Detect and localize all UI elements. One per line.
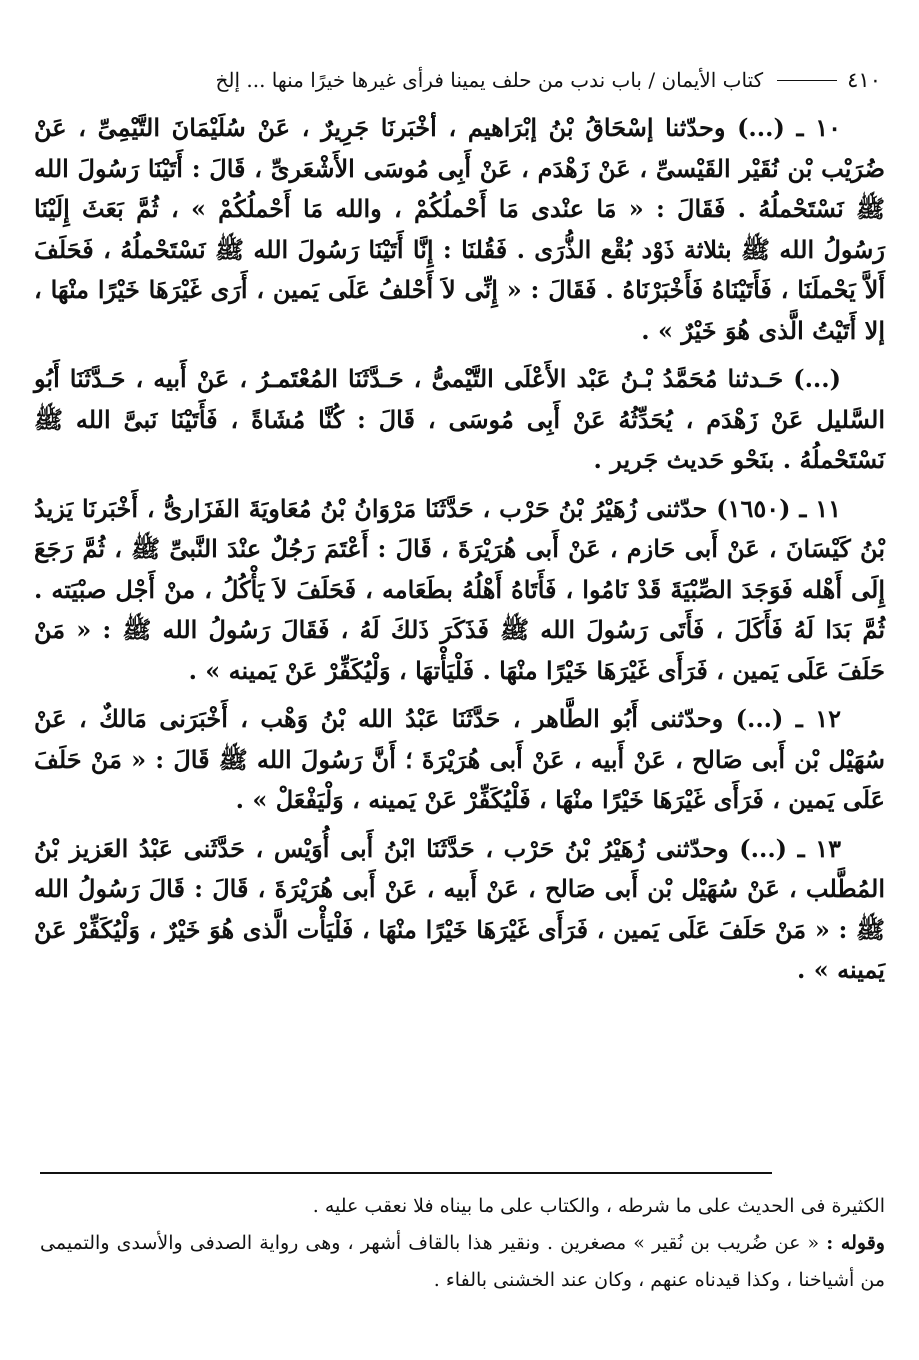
- footnote-line: الكثيرة فى الحديث على ما شرطه ، والكتاب على ما بيناه فلا نعقب عليه .: [312, 1195, 885, 1217]
- main-text: [34, 108, 885, 999]
- hadith-text: ١٣ ـ (...) وحدّثنى زُهَيْرُ بْنُ حَرْب ، حَدَّثَنَا ابْنُ أَبى أُوَيْس ، حَدَّثَنى عَبْدُ العَزيز بْنُ المُطَّلب ، عَنْ سُهَيْل بْن أَبى صَالح ، عَنْ أَبيه ، عَنْ أَبى هُرَيْرَةَ ، قَالَ : قَالَ رَسُولُ الله ﷺ : « مَنْ حَلَفَ عَلَى يَمين ، فَرَأَى غَيْرَهَا خَيْرًا منْهَا ، فَلْيَأْت الَّذى هُوَ خَيْرٌ ، وَلْيُكَفِّرْ عَنْ يَمينه » .: [34, 833, 885, 984]
- hadith-text: ١٠ ـ (...) وحدّثنا إسْحَاقُ بْنُ إبْرَاهيم ، أخْبَرنَا جَرِيرٌ ، عَنْ سُلَيْمَانَ التَّيْمِىِّ ، عَنْ ضُرَيْب بْن نُقَيْر القَيْسىِّ ، عَنْ زَهْدَم ، عَنْ أَبِى مُوسَى الأَشْعَرىِّ ، قَالَ : أَتَيْنَا رَسُولَ الله ﷺ نَسْتَحْملُهُ . فَقَالَ : « مَا عنْدى مَا أَحْملُكُمْ ، والله مَا أَحْملُكُمْ » ، ثُمَّ بَعَثَ إِلَيْنَا رَسُولُ الله ﷺ بثلاثة ذَوْد بُقْع الذُّرَى . فَقُلنَا : إِنَّا أَتَيْنَا رَسُولَ الله ﷺ نَسْتَحْملُهُ ، فَحَلَفَ أَلاَّ يَحْملَنَا ، فَأَتَيْنَاهُ فَأَخْبَرْنَاهُ . فَقَالَ : « إِنِّى لاَ أَحْلفُ عَلَى يَمين ، أَرَى غَيْرَهَا خَيْرًا منْهَا ، إلا أَتَيْتُ الَّذى هُوَ خَيْرٌ » .: [34, 113, 886, 345]
- hadith-11: [34, 489, 885, 692]
- hadith-10-variant: [34, 359, 885, 481]
- page-number: ٤١٠: [847, 68, 881, 92]
- hadith-12: [34, 699, 885, 821]
- footnote-divider: [40, 1172, 772, 1174]
- footnote-paragraph: [40, 1225, 885, 1299]
- chapter-title: كتاب الأيمان / باب ندب من حلف يمينا فرأى غيرها خيرًا منها ... إلخ: [215, 68, 764, 92]
- running-head: [30, 62, 881, 98]
- header-rule: [777, 80, 837, 81]
- hadith-text: ١٢ ـ (...) وحدّثنى أَبُو الطَّاهر ، حَدَّثَنَا عَبْدُ الله بْنُ وَهْب ، أَخْبَرَنى مَالكٌ ، عَنْ سُهَيْل بْن أَبى صَالح ، عَنْ أَبيه ، عَنْ أَبى هُرَيْرَةَ ؛ أَنَّ رَسُولَ الله ﷺ قَالَ : « مَنْ حَلَفَ عَلَى يَمين ، فَرَأَى غَيْرَهَا خَيْرًا منْهَا ، فَلْيُكَفِّرْ عَنْ يَمينه ، وَلْيَفْعَلْ » .: [34, 704, 885, 814]
- hadith-text: (...) حَـدثنا مُحَمَّدُ بْـنُ عَبْد الأَعْلَى التَّيْمىُّ ، حَـدَّثَنَا المُعْتَمـرُ ، عَنْ أَبيه ، حَـدَّثَنَا أَبُو السَّليل عَنْ زَهْدَم ، يُحَدِّثُهُ عَنْ أَبِى مُوسَى ، قَالَ : كُنَّا مُشَاةً ، فَأَتَيْنَا نَبىَّ الله ﷺ نَسْتَحْملُهُ . بنَحْو حَديث جَرير .: [34, 364, 885, 474]
- hadith-10: [34, 108, 885, 351]
- footnote-lead: وقوله :: [826, 1232, 885, 1254]
- hadith-text: ١١ ـ (١٦٥٠) حدّثنى زُهَيْرُ بْنُ حَرْب ، حَدَّثَنَا مَرْوَانُ بْنُ مُعَاويَةَ الفَزَارىُّ ، أَخْبَرنَا يَزيدُ بْنُ كَيْسَانَ ، عَنْ أَبى حَازم ، عَنْ أَبى هُرَيْرَةَ ، قَالَ : أَعْتَمَ رَجُلٌ عنْدَ النَّبىِّ ﷺ ، ثُمَّ رَجَعَ إِلَى أَهْله فَوَجَدَ الصِّبْيَةَ قَدْ نَامُوا ، فَأَتَاهُ أَهْلُهُ بطَعَامه ، فَحَلَفَ لاَ يَأْكُلُ ، منْ أَجْل صبْيَته . ثُمَّ بَدَا لَهُ فَأَكَلَ ، فَأَتَى رَسُولَ الله ﷺ فَذَكَرَ ذَلكَ لَهُ ، فَقَالَ رَسُولُ الله ﷺ : « مَنْ حَلَفَ عَلَى يَمين ، فَرَأَى غَيْرَهَا خَيْرًا منْهَا . فَلْيَأْتهَا ، وَلْيُكَفِّرْ عَنْ يَمينه » .: [34, 493, 885, 685]
- footnotes: [40, 1188, 885, 1299]
- hadith-13: [34, 829, 885, 991]
- footnote-text: « عن ضُريب بن نُقير » مصغرين . ونقير هذا بالقاف أشهر ، وهى رواية الصدفى والأسدى والتميمى من أشياخنا ، وكذا قيدناه عنهم ، وكان عند الخشنى بالفاء .: [40, 1232, 885, 1291]
